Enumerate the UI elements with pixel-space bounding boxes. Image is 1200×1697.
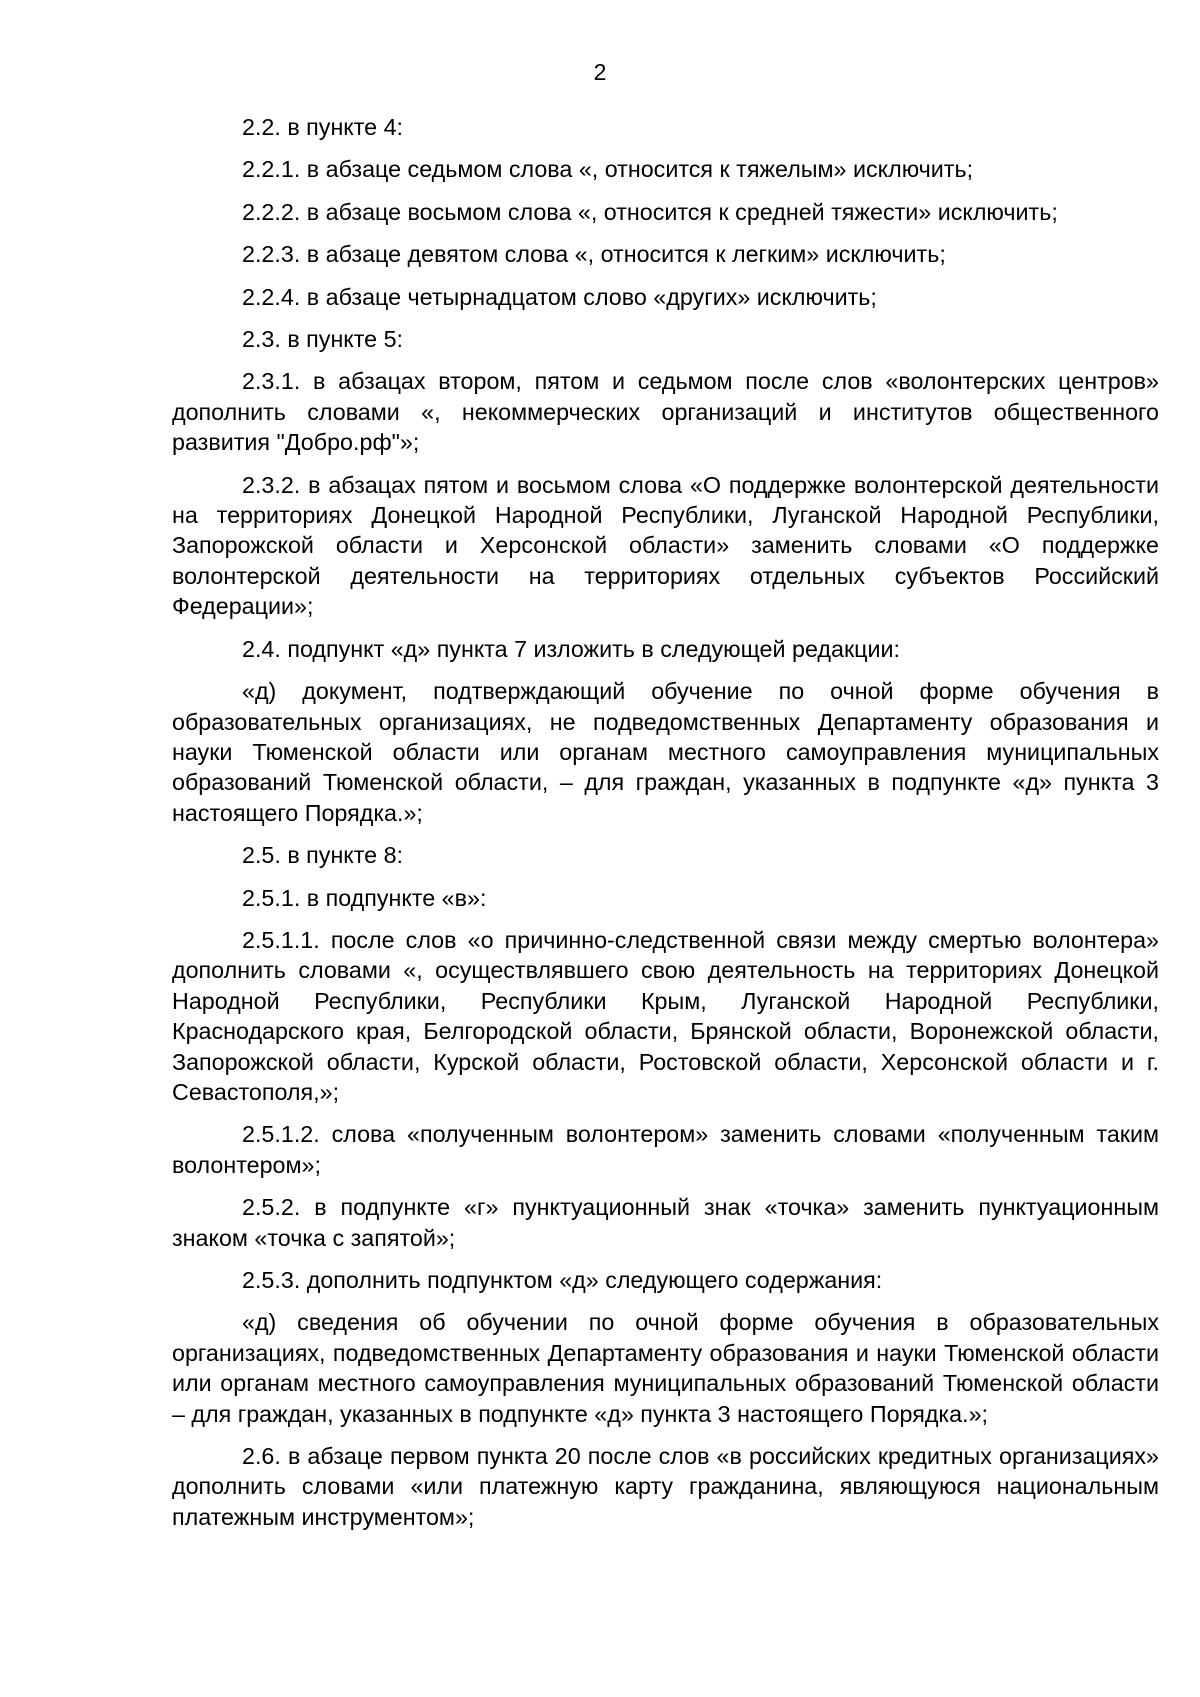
paragraph-2-2-2: 2.2.2. в абзаце восьмом слова «, относится к средней тяжести» исключить; bbox=[242, 198, 1058, 225]
paragraph-2-3: 2.3. в пункте 5: bbox=[242, 326, 404, 353]
paragraph-2-4: 2.4. подпункт «д» пункта 7 изложить в следующей редакции: bbox=[242, 635, 900, 662]
paragraph-2-2: 2.2. в пункте 4: bbox=[242, 114, 404, 140]
paragraph-2-3-2: 2.3.2. в абзацах пятом и восьмом слова «О поддержке волонтерской деятельности на территориях Донецкой Народной Республики, Луганской Народной Республики, Запорожской области и Херсонской области» заменить словами «О поддержке волонтерской деятельности на территориях отдельных субъектов Российский Федерации»; bbox=[172, 471, 1159, 620]
paragraph-2-5-3: 2.5.3. дополнить подпунктом «д» следующего содержания: bbox=[242, 1267, 883, 1293]
paragraph-2-5-3-quote: «д) сведения об обучении по очной форме обучения в образовательных организациях, подведомственных Департаменту образования и науки Тюменской области или органам местного самоуправления муниципальных образований Тюменской области – для граждан, указанных в подпункте «д» пункта 3 настоящего Порядка.»; bbox=[172, 1309, 1159, 1427]
paragraph-2-4-quote: «д) документ, подтверждающий обучение по очной форме обучения в образовательных организациях, не подведомственных Департаменту образования и науки Тюменской области или органам местного самоуправления муниципальных образований Тюменской области, – для граждан, указанных в подпункте «д» пункта 3 настоящего Порядка.»; bbox=[172, 678, 1159, 826]
paragraph-2-2-1: 2.2.1. в абзаце седьмом слова «, относится к тяжелым» исключить; bbox=[242, 156, 974, 183]
paragraph-2-5-1-1: 2.5.1.1. после слов «о причинно-следственной связи между смертью волонтера» дополнить словами «, осуществлявшего свою деятельность на территориях Донецкой Народной Республики, Республики Крым, Луганской Народной Республики, Краснодарского края, Белгородской области, Брянской области, Воронежской области, Запорожской области, Курской области, Ростовской области, Херсонской области и г. Севастополя,»; bbox=[172, 926, 1159, 1105]
paragraph-2-2-3: 2.2.3. в абзаце девятом слова «, относится к легким» исключить; bbox=[242, 241, 946, 268]
paragraph-2-5-1: 2.5.1. в подпункте «в»: bbox=[242, 884, 487, 911]
page-number: 2 bbox=[593, 59, 607, 85]
paragraph-2-5-1-2: 2.5.1.2. слова «полученным волонтером» заменить словами «полученным таким волонтером»; bbox=[172, 1121, 1159, 1178]
paragraph-2-5-2: 2.5.2. в подпункте «г» пунктуационный знак «точка» заменить пунктуационным знаком «точка с запятой»; bbox=[172, 1194, 1159, 1251]
paragraph-2-5: 2.5. в пункте 8: bbox=[242, 842, 404, 869]
document-body bbox=[172, 112, 1159, 1544]
paragraph-2-6: 2.6. в абзаце первом пункта 20 после слов «в российских кредитных организациях» дополнить словами «или платежную карту гражданина, являющуюся национальным платежным инструментом»; bbox=[172, 1443, 1159, 1530]
paragraph-2-3-1: 2.3.1. в абзацах втором, пятом и седьмом после слов «волонтерских центров» дополнить словами «, некоммерческих организаций и институтов общественного развития "Добро.рф"»; bbox=[172, 368, 1159, 456]
paragraph-2-2-4: 2.2.4. в абзаце четырнадцатом слово «других» исключить; bbox=[242, 283, 877, 310]
